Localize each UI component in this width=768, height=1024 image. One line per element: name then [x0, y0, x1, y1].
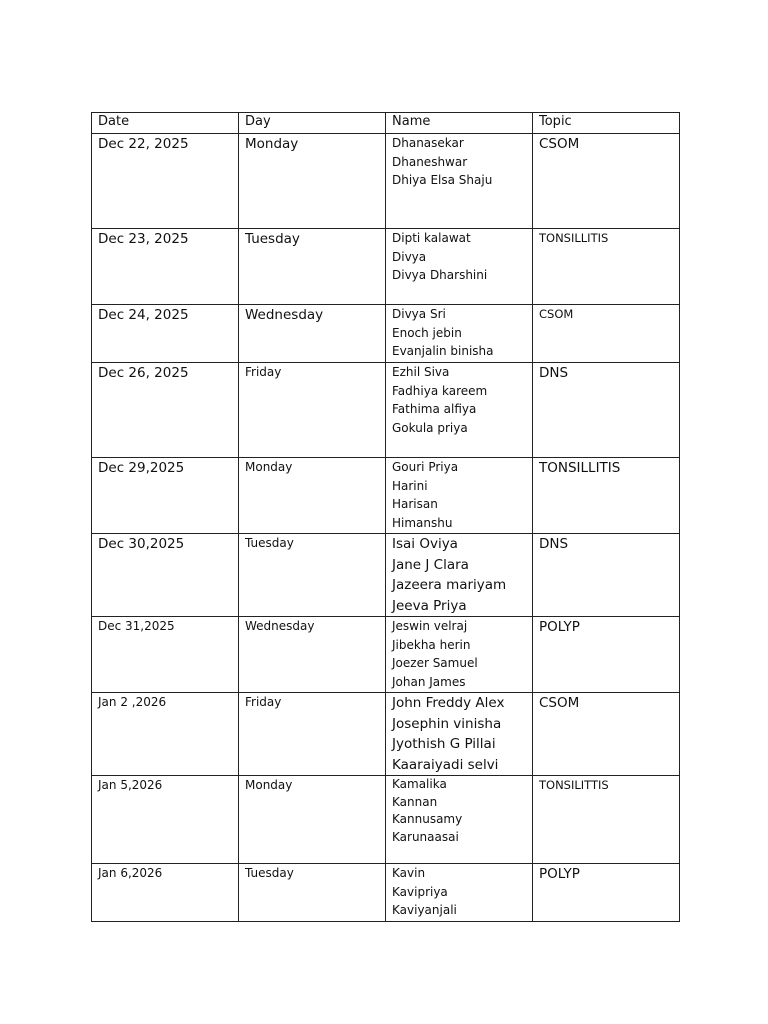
student-name: Jane J Clara	[392, 556, 469, 573]
day-cell: Monday	[239, 134, 386, 229]
topic-cell: CSOM	[533, 693, 680, 776]
day-cell: Monday	[239, 458, 386, 534]
student-name: Jazeera mariyam	[392, 577, 507, 593]
student-name: Jyothish G Pillai	[392, 736, 496, 752]
student-name: Dhanasekar	[392, 136, 464, 150]
student-name: Ezhil Siva	[392, 365, 450, 379]
student-name: Gokula priya	[392, 421, 468, 436]
topic-cell: DNS	[533, 363, 680, 458]
day-cell: Wednesday	[239, 617, 386, 693]
topic-cell: POLYP	[533, 617, 680, 693]
table-row	[92, 534, 680, 617]
table-row	[92, 693, 680, 776]
date-cell: Dec 29,2025	[92, 458, 239, 534]
table-row	[92, 458, 680, 534]
topic-cell: CSOM	[533, 305, 680, 363]
student-name: Josephin vinisha	[392, 715, 502, 732]
day-cell: Friday	[239, 693, 386, 776]
date-cell: Dec 23, 2025	[92, 229, 239, 305]
date-cell: Dec 30,2025	[92, 534, 239, 617]
student-name: Kaaraiyadi selvi	[392, 756, 499, 773]
day-cell: Tuesday	[239, 864, 386, 922]
names-cell	[386, 363, 533, 458]
names-cell	[386, 534, 533, 617]
student-name: Dipti kalawat	[392, 231, 471, 245]
topic-cell: TONSILITTIS	[533, 776, 680, 864]
student-name: Karunaasai	[392, 829, 459, 844]
table-row	[92, 363, 680, 458]
names-cell	[386, 134, 533, 229]
student-name: Dhiya Elsa Shaju	[392, 173, 493, 188]
day-cell: Tuesday	[239, 229, 386, 305]
student-name: Dhaneshwar	[392, 154, 468, 169]
student-name: Kamalika	[392, 777, 447, 791]
student-name: Fathima alfiya	[392, 402, 477, 417]
topic-cell: POLYP	[533, 864, 680, 922]
student-name: Kannan	[392, 794, 438, 809]
date-cell: Jan 5,2026	[92, 776, 239, 864]
student-name: Divya Dharshini	[392, 268, 488, 283]
student-name: Himanshu	[392, 516, 453, 531]
names-cell	[386, 864, 533, 922]
student-name: Kaviyanjali	[392, 903, 457, 918]
student-name: Kannusamy	[392, 812, 463, 826]
student-name: Jibekha herin	[392, 637, 471, 652]
topic-cell: DNS	[533, 534, 680, 617]
student-name: Jeswin velraj	[392, 619, 468, 633]
student-name: Fadhiya kareem	[392, 383, 488, 398]
date-cell: Dec 22, 2025	[92, 134, 239, 229]
column-header-date: Date	[92, 113, 239, 134]
names-cell	[386, 458, 533, 534]
table-row	[92, 305, 680, 363]
table-header-row	[92, 113, 680, 134]
date-cell: Jan 6,2026	[92, 864, 239, 922]
table-row	[92, 776, 680, 864]
day-cell: Wednesday	[239, 305, 386, 363]
column-header-day: Day	[239, 113, 386, 134]
table-row	[92, 864, 680, 922]
topic-cell: TONSILLITIS	[533, 229, 680, 305]
date-cell: Dec 31,2025	[92, 617, 239, 693]
day-cell: Friday	[239, 363, 386, 458]
student-name: Harisan	[392, 497, 438, 512]
table-row	[92, 617, 680, 693]
names-cell	[386, 305, 533, 363]
student-name: John Freddy Alex	[392, 695, 505, 711]
date-cell: Jan 2 ,2026	[92, 693, 239, 776]
student-name: Gouri Priya	[392, 460, 459, 474]
names-cell	[386, 617, 533, 693]
student-name: Kavipriya	[392, 884, 448, 899]
names-cell	[386, 229, 533, 305]
student-name: Harini	[392, 478, 428, 493]
student-name: Isai Oviya	[392, 536, 458, 552]
table-row	[92, 229, 680, 305]
student-name: Divya Sri	[392, 307, 446, 321]
topic-cell: CSOM	[533, 134, 680, 229]
names-cell	[386, 693, 533, 776]
schedule-table	[91, 112, 680, 922]
column-header-topic: Topic	[533, 113, 680, 134]
column-header-name: Name	[386, 113, 533, 134]
student-name: Johan James	[392, 675, 466, 690]
student-name: Evanjalin binisha	[392, 344, 494, 359]
student-name: Divya	[392, 249, 427, 264]
date-cell: Dec 24, 2025	[92, 305, 239, 363]
student-name: Kavin	[392, 866, 426, 880]
date-cell: Dec 26, 2025	[92, 363, 239, 458]
day-cell: Monday	[239, 776, 386, 864]
student-name: Enoch jebin	[392, 325, 462, 340]
student-name: Joezer Samuel	[392, 656, 478, 671]
day-cell: Tuesday	[239, 534, 386, 617]
names-cell	[386, 776, 533, 864]
table-row	[92, 134, 680, 229]
student-name: Jeeva Priya	[392, 597, 467, 614]
topic-cell: TONSILLITIS	[533, 458, 680, 534]
